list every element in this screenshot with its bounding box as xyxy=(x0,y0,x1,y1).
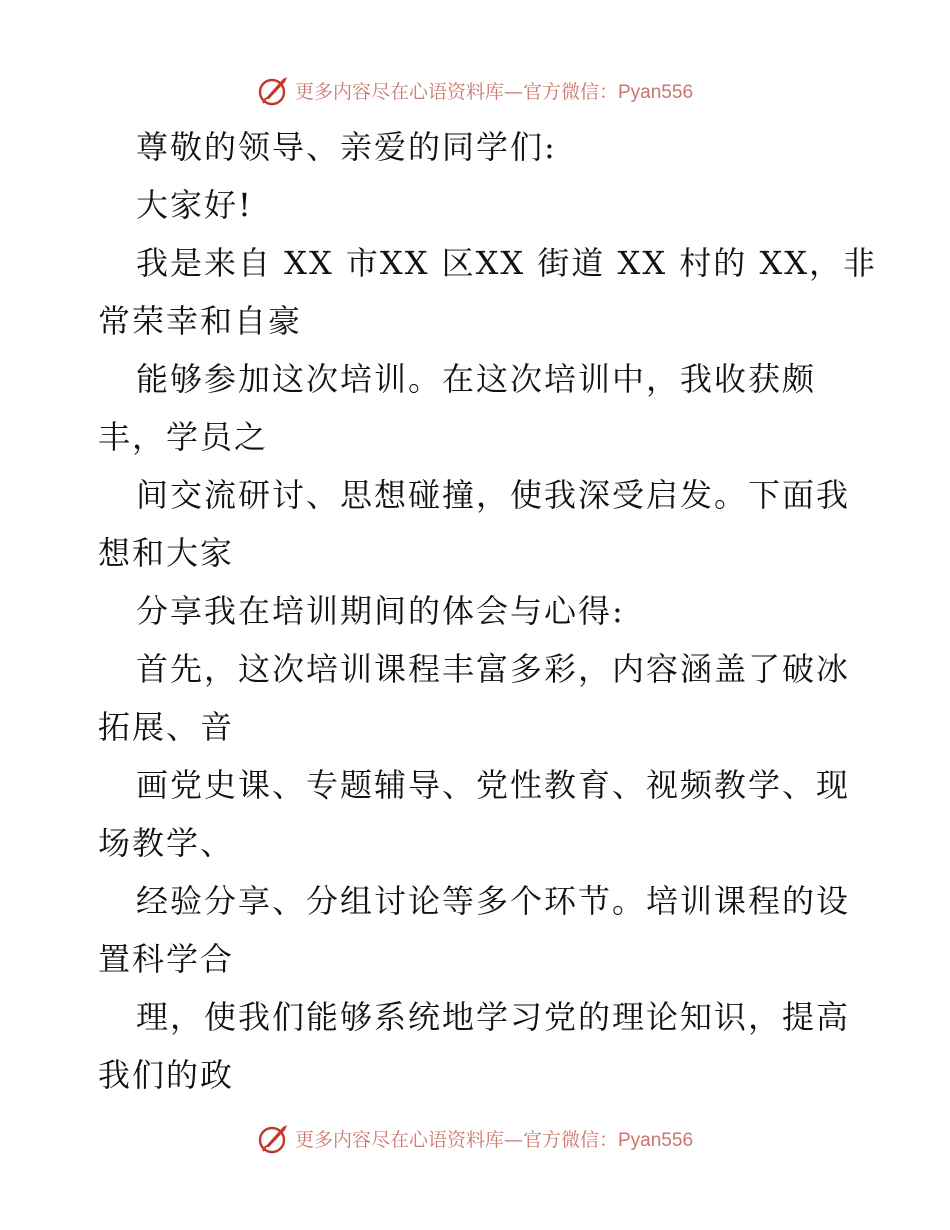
text-line: 首先，这次培训课程丰富多彩，内容涵盖了破冰 xyxy=(136,650,851,688)
text-line: 理，使我们能够系统地学习党的理论知识，提高 xyxy=(136,998,851,1036)
text-line: 大家好! xyxy=(136,186,253,224)
text-line: 分享我在培训期间的体会与心得: xyxy=(136,592,625,630)
text-line: 能够参加这次培训。在这次培训中，我收获颇 xyxy=(136,360,817,398)
text-line: 置科学合 xyxy=(98,940,235,978)
text-line: 尊敬的领导、亲爱的同学们: xyxy=(136,128,557,166)
text-line: 我们的政 xyxy=(98,1056,235,1094)
header-watermark xyxy=(0,70,950,110)
text-line: 经验分享、分组讨论等多个环节。培训课程的设 xyxy=(136,882,851,920)
text-line: 间交流研讨、思想碰撞，使我深受启发。下面我 xyxy=(136,476,851,514)
watermark-text: 更多内容尽在心语资料库—官方微信：Pyan556 xyxy=(294,80,694,103)
text-line: 丰，学员之 xyxy=(98,418,269,456)
watermark-text: 更多内容尽在心语资料库—官方微信：Pyan556 xyxy=(294,1128,694,1151)
text-line: 场教学、 xyxy=(98,824,235,862)
document-body xyxy=(98,118,878,1104)
footer-watermark xyxy=(0,1118,950,1158)
text-line: 拓展、音 xyxy=(98,708,235,746)
quill-logo-icon xyxy=(257,1121,291,1155)
quill-logo-icon xyxy=(257,73,291,107)
text-line: 我是来自 XX 市XX 区XX 街道 XX 村的 XX，非 xyxy=(136,244,878,282)
text-line: 画党史课、专题辅导、党性教育、视频教学、现 xyxy=(136,766,851,804)
text-line: 常荣幸和自豪 xyxy=(98,302,303,340)
text-line: 想和大家 xyxy=(98,534,235,572)
